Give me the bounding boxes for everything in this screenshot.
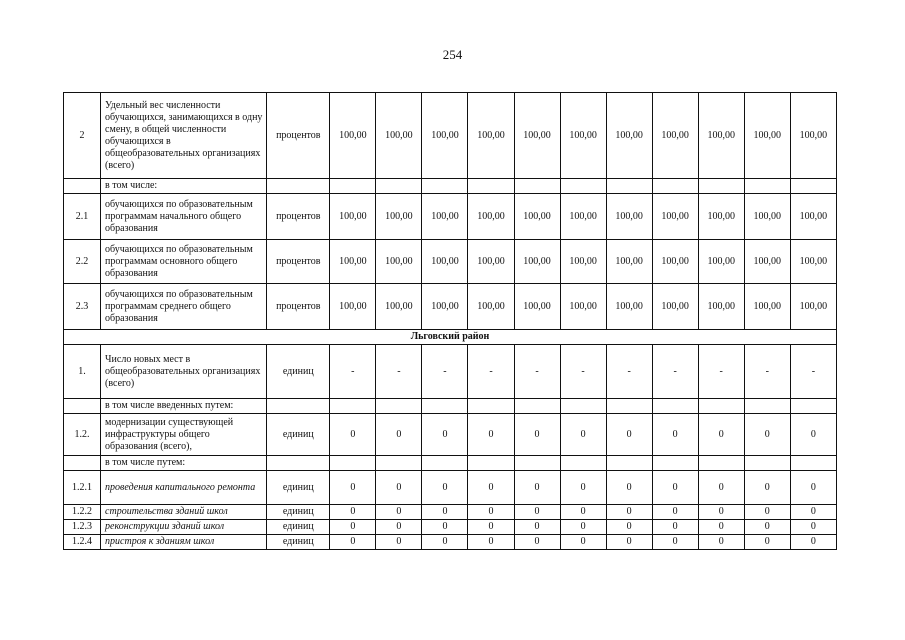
value-cell: 100,00	[514, 93, 560, 179]
value-cell: 100,00	[330, 240, 376, 284]
row-number: 2.1	[64, 194, 101, 240]
value-cell: 0	[514, 505, 560, 520]
value-cell	[422, 399, 468, 414]
value-cell: -	[330, 345, 376, 399]
value-cell: 0	[468, 414, 514, 456]
row-number	[64, 456, 101, 471]
row-number: 1.2.1	[64, 471, 101, 505]
value-cell: 0	[514, 471, 560, 505]
value-cell: 100,00	[560, 194, 606, 240]
value-cell: 0	[652, 414, 698, 456]
row-unit: единиц	[267, 414, 330, 456]
value-cell: 100,00	[422, 194, 468, 240]
row-number: 1.2.2	[64, 505, 101, 520]
value-cell: 0	[698, 535, 744, 550]
value-cell: 100,00	[514, 284, 560, 330]
row-number: 1.	[64, 345, 101, 399]
value-cell: 100,00	[560, 93, 606, 179]
value-cell: 100,00	[330, 284, 376, 330]
table-row	[64, 194, 837, 240]
row-unit: единиц	[267, 535, 330, 550]
value-cell: 100,00	[744, 240, 790, 284]
value-cell: 0	[698, 505, 744, 520]
value-cell: 0	[744, 520, 790, 535]
value-cell: 100,00	[514, 240, 560, 284]
row-unit: процентов	[267, 284, 330, 330]
value-cell: 100,00	[560, 284, 606, 330]
value-cell	[514, 179, 560, 194]
value-cell: 0	[560, 535, 606, 550]
value-cell	[468, 399, 514, 414]
row-number	[64, 399, 101, 414]
value-cell: 100,00	[422, 93, 468, 179]
value-cell	[422, 179, 468, 194]
row-number: 1.2.3	[64, 520, 101, 535]
row-label: в том числе введенных путем:	[101, 399, 267, 414]
value-cell: 100,00	[468, 284, 514, 330]
value-cell: 0	[606, 471, 652, 505]
table-row	[64, 240, 837, 284]
value-cell: 100,00	[606, 93, 652, 179]
value-cell: 0	[606, 505, 652, 520]
value-cell: 100,00	[376, 240, 422, 284]
value-cell: -	[744, 345, 790, 399]
value-cell: 0	[330, 471, 376, 505]
value-cell: 0	[422, 414, 468, 456]
value-cell: 100,00	[606, 284, 652, 330]
value-cell: 0	[744, 535, 790, 550]
value-cell: 0	[744, 471, 790, 505]
value-cell	[698, 179, 744, 194]
row-unit	[267, 399, 330, 414]
row-unit: единиц	[267, 471, 330, 505]
value-cell: 100,00	[652, 194, 698, 240]
row-unit: единиц	[267, 345, 330, 399]
value-cell	[790, 179, 836, 194]
row-label: реконструкции зданий школ	[101, 520, 267, 535]
value-cell: 0	[698, 471, 744, 505]
value-cell	[560, 179, 606, 194]
value-cell: 0	[514, 414, 560, 456]
value-cell: 0	[376, 520, 422, 535]
value-cell	[744, 179, 790, 194]
value-cell: -	[698, 345, 744, 399]
value-cell: 100,00	[376, 93, 422, 179]
value-cell: -	[560, 345, 606, 399]
table-row	[64, 471, 837, 505]
value-cell: 0	[560, 414, 606, 456]
row-number: 1.2.	[64, 414, 101, 456]
value-cell: 0	[468, 535, 514, 550]
value-cell: 100,00	[606, 194, 652, 240]
row-label: в том числе:	[101, 179, 267, 194]
value-cell: 0	[698, 414, 744, 456]
value-cell: 100,00	[422, 284, 468, 330]
value-cell: 100,00	[698, 93, 744, 179]
value-cell	[652, 399, 698, 414]
value-cell: 100,00	[422, 240, 468, 284]
row-label: пристроя к зданиям школ	[101, 535, 267, 550]
value-cell: 100,00	[468, 93, 514, 179]
row-unit: процентов	[267, 93, 330, 179]
value-cell: 0	[652, 520, 698, 535]
row-label: обучающихся по образовательным программам основного общего образования	[101, 240, 267, 284]
row-label: обучающихся по образовательным программам начального общего образования	[101, 194, 267, 240]
value-cell: 100,00	[744, 93, 790, 179]
value-cell	[376, 399, 422, 414]
value-cell: 0	[330, 520, 376, 535]
table-row	[64, 414, 837, 456]
value-cell: -	[790, 345, 836, 399]
value-cell: -	[652, 345, 698, 399]
table-row	[64, 179, 837, 194]
table-row	[64, 399, 837, 414]
value-cell	[744, 456, 790, 471]
table-row	[64, 535, 837, 550]
value-cell	[606, 179, 652, 194]
value-cell: 0	[790, 520, 836, 535]
value-cell: 100,00	[652, 93, 698, 179]
row-label: Удельный вес численности обучающихся, занимающихся в одну смену, в общей численности обучающихся в общеобразовательных организациях (всего)	[101, 93, 267, 179]
value-cell: 0	[376, 471, 422, 505]
value-cell: 100,00	[468, 240, 514, 284]
value-cell: 0	[422, 505, 468, 520]
row-unit	[267, 179, 330, 194]
value-cell: -	[376, 345, 422, 399]
row-label: Число новых мест в общеобразовательных организациях (всего)	[101, 345, 267, 399]
table-row	[64, 93, 837, 179]
row-label: модернизации существующей инфраструктуры общего образования (всего),	[101, 414, 267, 456]
value-cell	[376, 456, 422, 471]
value-cell	[744, 399, 790, 414]
value-cell	[560, 399, 606, 414]
value-cell	[652, 179, 698, 194]
value-cell	[468, 179, 514, 194]
row-number: 2.3	[64, 284, 101, 330]
value-cell	[514, 456, 560, 471]
value-cell	[330, 456, 376, 471]
row-unit: единиц	[267, 520, 330, 535]
value-cell: 0	[652, 505, 698, 520]
value-cell: 0	[376, 414, 422, 456]
value-cell	[422, 456, 468, 471]
section-title: Льговский район	[64, 330, 837, 345]
value-cell: 0	[606, 520, 652, 535]
value-cell: 0	[790, 471, 836, 505]
row-label: обучающихся по образовательным программам среднего общего образования	[101, 284, 267, 330]
table-row	[64, 505, 837, 520]
value-cell: 100,00	[790, 93, 836, 179]
row-label: строительства зданий школ	[101, 505, 267, 520]
value-cell: 100,00	[790, 194, 836, 240]
value-cell: -	[514, 345, 560, 399]
value-cell: 100,00	[376, 284, 422, 330]
value-cell: 100,00	[790, 284, 836, 330]
value-cell: 100,00	[468, 194, 514, 240]
value-cell: 0	[376, 505, 422, 520]
value-cell: 0	[790, 414, 836, 456]
value-cell: 100,00	[698, 194, 744, 240]
page-number: 254	[442, 47, 463, 62]
value-cell: 0	[560, 471, 606, 505]
value-cell: 0	[468, 505, 514, 520]
value-cell: 0	[330, 505, 376, 520]
value-cell: 100,00	[606, 240, 652, 284]
value-cell: 100,00	[744, 284, 790, 330]
value-cell: 0	[790, 505, 836, 520]
value-cell: 100,00	[330, 93, 376, 179]
value-cell: 100,00	[744, 194, 790, 240]
value-cell: 100,00	[330, 194, 376, 240]
value-cell	[790, 399, 836, 414]
row-label: в том числе путем:	[101, 456, 267, 471]
value-cell	[790, 456, 836, 471]
value-cell: 100,00	[652, 240, 698, 284]
value-cell: 0	[606, 535, 652, 550]
value-cell	[330, 399, 376, 414]
value-cell: 0	[376, 535, 422, 550]
value-cell: 0	[514, 535, 560, 550]
value-cell: 100,00	[560, 240, 606, 284]
row-number: 2.2	[64, 240, 101, 284]
value-cell: 0	[330, 414, 376, 456]
value-cell: 0	[560, 505, 606, 520]
value-cell: 100,00	[514, 194, 560, 240]
value-cell: 0	[330, 535, 376, 550]
table-row	[64, 456, 837, 471]
value-cell	[330, 179, 376, 194]
value-cell: 0	[652, 535, 698, 550]
table-row	[64, 345, 837, 399]
row-label: проведения капитального ремонта	[101, 471, 267, 505]
value-cell: 0	[790, 535, 836, 550]
value-cell: 0	[744, 414, 790, 456]
section-row	[64, 330, 837, 345]
indicator-table	[63, 92, 837, 550]
value-cell: -	[422, 345, 468, 399]
value-cell: 0	[514, 520, 560, 535]
value-cell	[606, 399, 652, 414]
value-cell: 0	[468, 520, 514, 535]
value-cell: 0	[468, 471, 514, 505]
value-cell	[698, 456, 744, 471]
value-cell: -	[468, 345, 514, 399]
value-cell: 0	[560, 520, 606, 535]
value-cell: -	[606, 345, 652, 399]
value-cell: 0	[422, 520, 468, 535]
value-cell: 0	[422, 471, 468, 505]
value-cell: 100,00	[698, 240, 744, 284]
row-number	[64, 179, 101, 194]
value-cell	[376, 179, 422, 194]
row-unit	[267, 456, 330, 471]
value-cell: 0	[606, 414, 652, 456]
value-cell	[468, 456, 514, 471]
value-cell: 0	[422, 535, 468, 550]
row-number: 1.2.4	[64, 535, 101, 550]
table-row	[64, 520, 837, 535]
value-cell: 100,00	[698, 284, 744, 330]
value-cell	[698, 399, 744, 414]
value-cell: 100,00	[376, 194, 422, 240]
value-cell: 0	[698, 520, 744, 535]
value-cell	[652, 456, 698, 471]
row-unit: процентов	[267, 194, 330, 240]
value-cell: 0	[744, 505, 790, 520]
value-cell: 100,00	[790, 240, 836, 284]
value-cell: 0	[652, 471, 698, 505]
row-unit: процентов	[267, 240, 330, 284]
value-cell	[606, 456, 652, 471]
table-row	[64, 284, 837, 330]
value-cell	[514, 399, 560, 414]
row-number: 2	[64, 93, 101, 179]
value-cell	[560, 456, 606, 471]
value-cell: 100,00	[652, 284, 698, 330]
row-unit: единиц	[267, 505, 330, 520]
